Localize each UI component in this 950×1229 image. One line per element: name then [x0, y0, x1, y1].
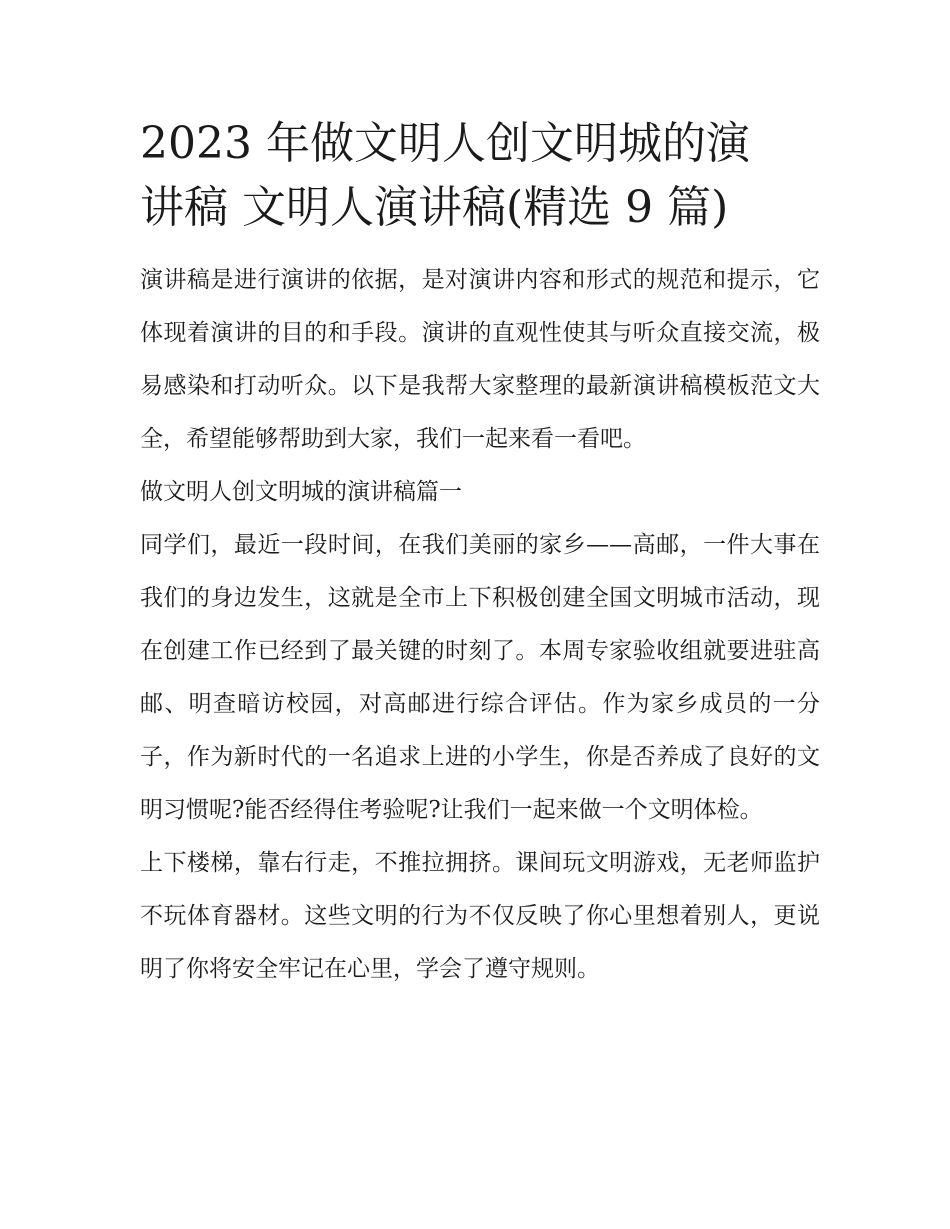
body-paragraph: 上下楼梯，靠右行走，不推拉拥挤。课间玩文明游戏，无老师监护不玩体育器材。这些文明的行为不仅反映了你心里想着别人，更说明了你将安全牢记在心里，学会了遵守规则。: [140, 850, 820, 982]
document-page: [140, 112, 820, 996]
intro-paragraph: 演讲稿是进行演讲的依据，是对演讲内容和形式的规范和提示，它体现着演讲的目的和手段。演讲的直观性使其与听众直接交流，极易感染和打动听众。以下是我帮大家整理的最新演讲稿模板范文大全，希望能够帮助到大家，我们一起来看一看吧。: [140, 267, 820, 452]
document-title: [140, 112, 820, 240]
body-paragraph: 同学们，最近一段时间，在我们美丽的家乡——高邮，一件大事在我们的身边发生，这就是全市上下积极创建全国文明城市活动，现在创建工作已经到了最关键的时刻了。本周专家验收组就要进驻高邮、明查暗访校园，对高邮进行综合评估。作为家乡成员的一分子，作为新时代的一名追求上进的小学生，你是否养成了良好的文明习惯呢?能否经得住考验呢?让我们一起来做一个文明体检。: [140, 532, 820, 823]
title-line-2: 讲稿 文明人演讲稿(精选 9 篇): [140, 182, 729, 233]
title-line-1: 2023 年做文明人创文明城的演: [140, 118, 750, 169]
section-heading: 做文明人创文明城的演讲稿篇一: [140, 479, 462, 505]
